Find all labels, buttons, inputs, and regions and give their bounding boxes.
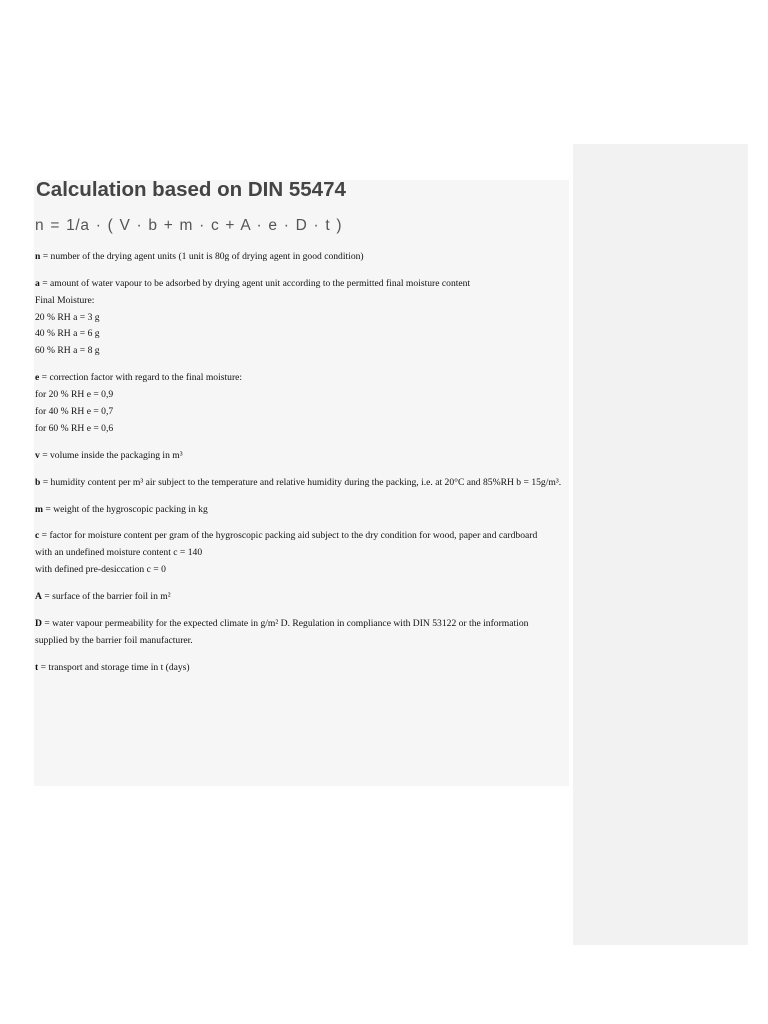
definition-A-text: = surface of the barrier foil in m² (41, 591, 171, 603)
definition-b (35, 475, 563, 492)
symbol-b: b (35, 476, 41, 488)
definition-c (35, 528, 563, 578)
symbol-D: D (35, 618, 42, 630)
definition-c-line: with defined pre-desiccation c = 0 (35, 564, 166, 576)
definition-e-line: for 60 % RH e = 0,6 (35, 422, 114, 434)
symbol-c: c (35, 530, 40, 542)
definition-D (35, 616, 563, 650)
definition-e (35, 370, 563, 437)
symbol-n: n (35, 251, 41, 262)
comment-margin-panel (573, 144, 748, 945)
definition-e-line: for 20 % RH e = 0,9 (35, 388, 114, 400)
definition-D-text: = water vapour permeability for the expected climate in g/m² D. Regulation in compliance with DIN 53122 or the information supplied by the barrier foil manufacturer. (35, 618, 529, 646)
definition-a-line: 40 % RH a = 6 g (35, 328, 100, 340)
definitions-list (35, 249, 563, 687)
definition-n (35, 249, 563, 266)
definition-v (35, 448, 563, 465)
definition-t-text: = transport and storage time in t (days) (38, 661, 190, 673)
definition-t (35, 660, 563, 677)
symbol-A: A (35, 591, 42, 603)
definition-e-text: = correction factor with regard to the final moisture: (39, 372, 243, 384)
symbol-e: e (35, 372, 40, 384)
definition-a-line: 20 % RH a = 3 g (35, 311, 100, 323)
definition-v-text: = volume inside the packaging in m³ (39, 449, 183, 461)
definition-c-line: with an undefined moisture content c = 140 (35, 547, 203, 559)
symbol-m: m (35, 503, 43, 515)
symbol-a: a (35, 277, 40, 289)
definition-c-text: = factor for moisture content per gram of the hygroscopic packing aid subject to the dry condition for wood, paper and cardboard (39, 530, 538, 542)
definition-A (35, 589, 563, 606)
definition-a-line: 60 % RH a = 8 g (35, 345, 100, 357)
symbol-v: v (35, 449, 40, 461)
definition-a-text: = amount of water vapour to be adsorbed by drying agent unit according to the permitted final moisture content (39, 277, 471, 289)
formula: n = 1/a · ( V · b + m · c + A · e · D · t ) (35, 217, 343, 234)
definition-a-line: Final Moisture: (35, 294, 95, 306)
document-title: Calculation based on DIN 55474 (36, 178, 346, 201)
definition-e-line: for 40 % RH e = 0,7 (35, 405, 114, 417)
definition-n-text: = number of the drying agent units (1 unit is 80g of drying agent in good condition) (40, 251, 364, 262)
definition-m-text: = weight of the hygroscopic packing in kg (43, 503, 208, 515)
definition-b-text: = humidity content per m³ air subject to the temperature and relative humidity during the packing, i.e. at 20°C and 85%RH b = 15g/m³. (40, 476, 562, 488)
symbol-t: t (35, 661, 39, 673)
definition-m (35, 502, 563, 519)
definition-a (35, 276, 563, 360)
